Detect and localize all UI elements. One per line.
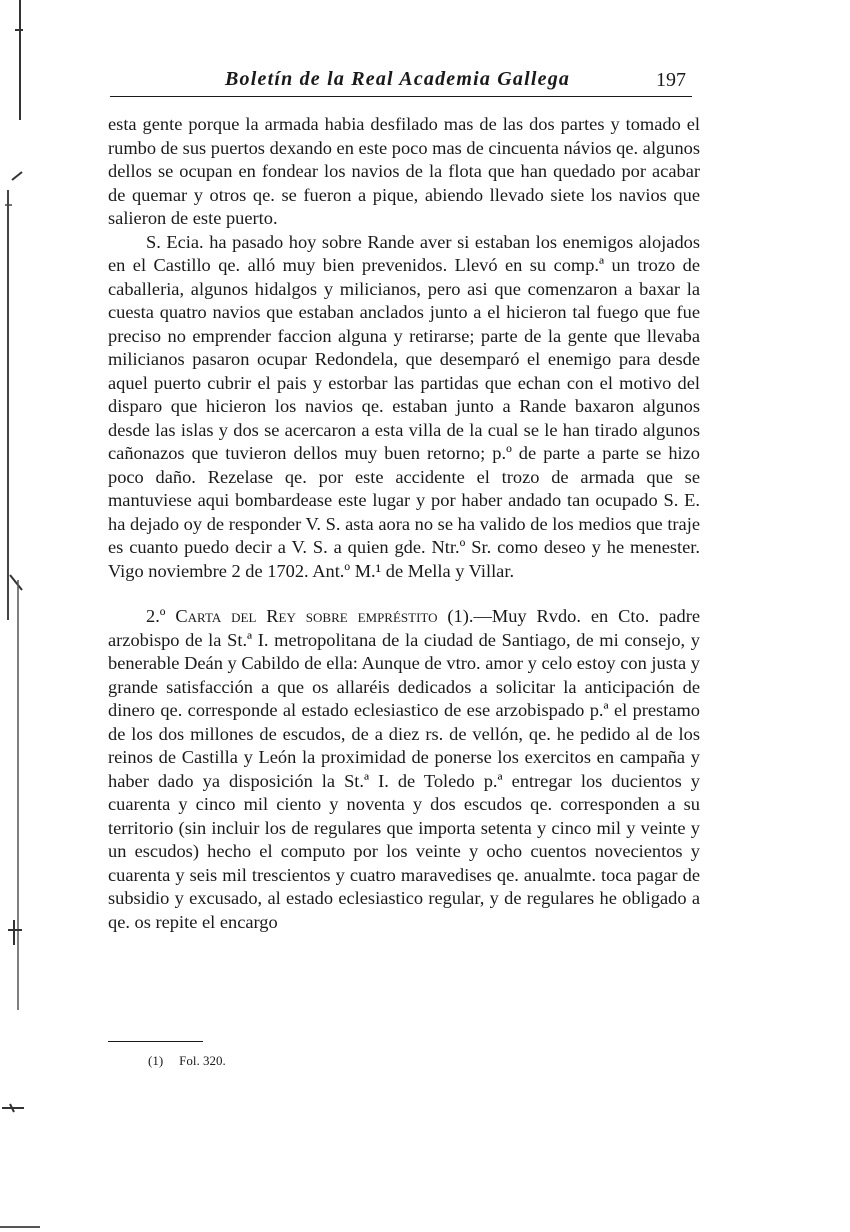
paragraph-2: S. Ecia. ha pasado hoy sobre Rande aver si estaban los enemigos alojados en el Castillo qe. alló muy bien prevenidos. Llevó en su comp.ª un trozo de caballeria, algunos hidalgos y milicianos, pero asi que comenzaron a baxar la cuesta quatro navios que estaban anclados junto a el hicieron tal fuego que fue preciso no emprender faccion alguna y retirarse; parte de la gente que llevaba milicianos pasaron ocupar Redondela, que desemparó el enemigo para desde aquel puerto cubrir el pais y estorbar las partidas que echan con el motivo del disparo que hicieron los navios qe. estaban junto a Rande baxaron algunos desde las islas y dos se acercaron a esta villa de la cual se le han tirado algunos cañonazos que tuvieron dellos muy buen retorno; p.º de parte a parte se hizo poco daño. Rezelase qe. por este accidente el trozo de armada que se mantuviese aqui bombardease este lugar y por haber andado tan ocupado S. E. ha dejado oy de responder V. S. asta aora no se ha valido de los medios que traje es cuanto puedo decir a V. S. a quien gde. Ntr.º Sr. como deseo y he menester. Vigo noviembre 2 de 1702. Ant.º M.¹ de Mella y Villar.: [108, 231, 700, 581]
paragraph-3-text: .—Muy Rvdo. en Cto. padre arzobispo de la St.ª I. metropolitana de la ciudad de Santiago, de mi consejo, y benerable Deán y Cabildo de ella: Aunque de vtro. amor y celo estoy con justa y grande satisfacción a que os allaréis dedicados a solicitar la anticipación de dinero qe. corresponde al estado eclesiastico de ese arzobispado p.ª el prestamo de los dos millones de escudos, de a diez rs. de vellón, qe. he pedido al de los reinos de Castilla y León la proximidad de ponerse los exercitos en campaña y haber dado ya disposición la St.ª I. de Toledo p.ª entregar los ducientos y cuarenta y cinco mil ciento y noventa y dos escudos qe. corresponden a su territorio (sin incluir los de regulares que importa setenta y cinco mil y veinte y un escudos) hecho el computo por los veinte y ocho cuentos novecientos y cuarenta y seis mil trescientos y cuatro maravedises qe. anualmte. toca pagar de subsidio y excusado, al estado eclesiastico regular, y de regulares he obligado a qe. os repite el encargo: [108, 606, 700, 932]
footnote-reference: (1): [447, 606, 469, 626]
paragraph-3: [108, 605, 700, 934]
binding-edge-marks: [0, 0, 30, 1232]
section-number: 2.º: [146, 606, 166, 626]
footnote-text: Fol. 320.: [179, 1053, 226, 1068]
paragraph-1: esta gente porque la armada habia desfilado mas de las dos partes y tomado el rumbo de sus puertos dexando en este poco mas de cincuenta návios qe. algunos dellos se ocupan en fondear los navios de la flota que han quedado por acabar de quemar y otros qe. se fueron a pique, abiendo llevado siete los navios que salieron de este puerto.: [108, 114, 700, 228]
footnote-rule: [108, 1041, 203, 1042]
running-title: Boletín de la Real Academia Gallega: [225, 68, 571, 90]
bottom-edge-line: [0, 1226, 40, 1228]
running-header: [110, 66, 692, 97]
edge-mark: [2, 1102, 24, 1114]
footnote: [148, 1053, 242, 1069]
section-heading: Carta del Rey sobre empréstito: [175, 606, 438, 626]
footnote-marker: (1): [148, 1053, 164, 1068]
main-text: [108, 113, 700, 934]
page-number: 197: [656, 69, 686, 91]
